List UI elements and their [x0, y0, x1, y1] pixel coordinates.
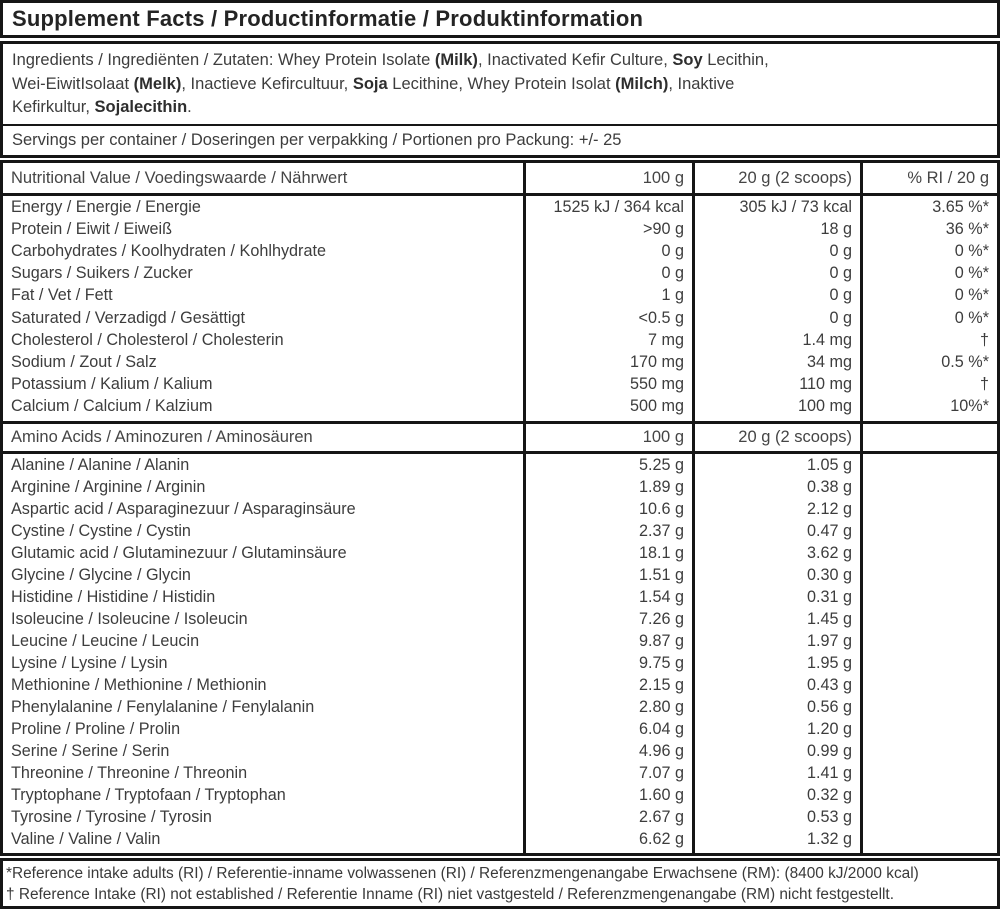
amino-value-per-100g: 4.96 g: [523, 740, 692, 762]
amino-name: Lysine / Lysine / Lysin: [11, 653, 168, 672]
value-per-20g: 100 mg: [692, 395, 860, 420]
ingredient-segment: Sojalecithin: [94, 98, 188, 116]
amino-row: [3, 476, 997, 498]
amino-row: [3, 652, 997, 674]
ingredients-text: [3, 44, 997, 124]
amino-ri-empty: [860, 586, 997, 608]
amino-value-per-20g: 0.31 g: [692, 586, 860, 608]
value-per-20g: 1.4 mg: [692, 329, 860, 351]
ingredient-segment: Lecithine, Whey Protein Isolat: [387, 74, 616, 93]
amino-name: Methionine / Methionine / Methionin: [11, 675, 267, 694]
nutrition-row: [3, 196, 997, 218]
amino-value-per-100g: 6.04 g: [523, 718, 692, 740]
footnote-reference-intake: *Reference intake adults (RI) / Referentie-inname volwassenen (RI) / Referenzmengenangabe Erwachsene (RM): (8400 kJ/2000 kcal): [6, 864, 919, 882]
amino-name: Threonine / Threonine / Threonin: [11, 763, 248, 782]
amino-row: [3, 806, 997, 828]
ri-percent: 0 %*: [860, 240, 997, 262]
amino-value-per-20g: 1.20 g: [692, 718, 860, 740]
nutrient-name: Carbohydrates / Koolhydraten / Kohlhydrate: [11, 241, 326, 260]
nutrition-header-label: Nutritional Value / Voedingswaarde / Nährwert: [11, 168, 348, 187]
amino-row: [3, 630, 997, 652]
amino-name: Arginine / Arginine / Arginin: [11, 477, 206, 496]
amino-value-per-20g: 0.47 g: [692, 520, 860, 542]
amino-value-per-100g: 10.6 g: [523, 498, 692, 520]
amino-table-body: [3, 454, 997, 853]
nutrition-row: [3, 218, 997, 240]
amino-value-per-100g: 7.26 g: [523, 608, 692, 630]
amino-ri-empty: [860, 498, 997, 520]
amino-ri-empty: [860, 762, 997, 784]
ingredient-segment: (Milk): [434, 51, 478, 69]
amino-ri-empty: [860, 740, 997, 762]
nutrition-table-header: [3, 163, 997, 196]
value-per-100g: 1 g: [523, 284, 692, 306]
amino-name: Valine / Valine / Valin: [11, 829, 161, 848]
value-per-20g: 0 g: [692, 307, 860, 329]
amino-ri-empty: [860, 828, 997, 853]
ingredient-segment: Wei-EiwitIsolaat: [12, 74, 134, 93]
nutrition-row: [3, 373, 997, 395]
value-per-20g: 110 mg: [692, 373, 860, 395]
nutrition-row: [3, 395, 997, 420]
amino-ri-empty: [860, 608, 997, 630]
ingredient-segment: Soja: [352, 74, 388, 93]
column-header-100g: 100 g: [523, 163, 692, 193]
value-per-100g: 7 mg: [523, 329, 692, 351]
ingredients-line: [12, 73, 988, 97]
value-per-20g: 0 g: [692, 262, 860, 284]
value-per-100g: 1525 kJ / 364 kcal: [523, 196, 692, 218]
amino-value-per-20g: 1.41 g: [692, 762, 860, 784]
ingredient-segment: .: [187, 98, 192, 116]
nutrition-table-body: [3, 196, 997, 421]
ri-percent: †: [860, 329, 997, 351]
ingredient-segment: Ingredients / Ingrediënten / Zutaten: Whey Protein Isolate: [12, 51, 435, 69]
amino-row: [3, 564, 997, 586]
ingredient-segment: (Milch): [615, 74, 669, 93]
amino-row: [3, 608, 997, 630]
amino-value-per-100g: 1.89 g: [523, 476, 692, 498]
amino-value-per-100g: 1.54 g: [523, 586, 692, 608]
amino-name: Tryptophane / Tryptofaan / Tryptophan: [11, 785, 286, 804]
amino-value-per-100g: 18.1 g: [523, 542, 692, 564]
amino-name: Tyrosine / Tyrosine / Tyrosin: [11, 807, 212, 826]
amino-ri-empty: [860, 630, 997, 652]
ingredient-segment: Kefirkultur,: [12, 98, 95, 116]
ingredients-line: [12, 96, 988, 120]
amino-name: Histidine / Histidine / Histidin: [11, 587, 216, 606]
amino-name: Cystine / Cystine / Cystin: [11, 521, 191, 540]
amino-table-header: [3, 421, 997, 454]
amino-value-per-100g: 2.15 g: [523, 674, 692, 696]
amino-row: [3, 542, 997, 564]
value-per-100g: 550 mg: [523, 373, 692, 395]
amino-value-per-100g: 5.25 g: [523, 454, 692, 476]
amino-value-per-20g: 1.05 g: [692, 454, 860, 476]
ingredient-segment: Soy: [672, 51, 703, 69]
ri-percent: 0.5 %*: [860, 351, 997, 373]
value-per-100g: >90 g: [523, 218, 692, 240]
footnote-not-established: † Reference Intake (RI) not established / Referentie Inname (RI) niet vastgesteld / Referenzmengenangabe (RM) nicht festgestellt.: [6, 885, 894, 903]
amino-value-per-100g: 9.75 g: [523, 652, 692, 674]
column-header-20g: 20 g (2 scoops): [692, 163, 860, 193]
nutrition-tables: [0, 160, 1000, 856]
amino-row: [3, 498, 997, 520]
value-per-100g: <0.5 g: [523, 307, 692, 329]
servings-per-container: Servings per container / Doseringen per verpakking / Portionen pro Packung: +/- 25: [3, 124, 997, 155]
value-per-20g: 0 g: [692, 240, 860, 262]
value-per-20g: 0 g: [692, 284, 860, 306]
nutrient-name: Calcium / Calcium / Kalzium: [11, 397, 213, 416]
nutrient-name: Fat / Vet / Fett: [11, 286, 113, 305]
amino-ri-empty: [860, 476, 997, 498]
amino-value-per-20g: 0.38 g: [692, 476, 860, 498]
ri-percent: 3.65 %*: [860, 196, 997, 218]
ri-percent: †: [860, 373, 997, 395]
ri-percent: 10%*: [860, 395, 997, 420]
amino-name: Proline / Proline / Prolin: [11, 719, 181, 738]
ingredient-segment: , Inactivated Kefir Culture,: [477, 51, 673, 69]
amino-value-per-20g: 0.53 g: [692, 806, 860, 828]
amino-row: [3, 520, 997, 542]
amino-row: [3, 454, 997, 476]
nutrition-row: [3, 284, 997, 306]
nutrition-row: [3, 262, 997, 284]
amino-ri-empty: [860, 564, 997, 586]
nutrition-row: [3, 351, 997, 373]
amino-value-per-100g: 2.67 g: [523, 806, 692, 828]
amino-ri-empty: [860, 652, 997, 674]
nutrition-row: [3, 329, 997, 351]
nutrient-name: Potassium / Kalium / Kalium: [11, 375, 213, 394]
nutrient-name: Sodium / Zout / Salz: [11, 352, 157, 371]
amino-ri-empty: [860, 674, 997, 696]
amino-value-per-20g: 3.62 g: [692, 542, 860, 564]
ingredient-segment: (Melk): [133, 74, 182, 93]
amino-value-per-20g: 0.32 g: [692, 784, 860, 806]
amino-name: Leucine / Leucine / Leucin: [11, 631, 200, 650]
nutrition-row: [3, 307, 997, 329]
page-title: Supplement Facts / Productinformatie / Produktinformation: [0, 0, 1000, 38]
amino-column-header-20g: 20 g (2 scoops): [692, 424, 860, 451]
nutrient-name: Cholesterol / Cholesterol / Cholesterin: [11, 330, 284, 349]
amino-row: [3, 586, 997, 608]
amino-value-per-100g: 9.87 g: [523, 630, 692, 652]
ingredient-segment: Lecithin,: [702, 51, 769, 69]
nutrient-name: Sugars / Suikers / Zucker: [11, 264, 193, 283]
amino-value-per-20g: 0.99 g: [692, 740, 860, 762]
nutrient-name: Saturated / Verzadigd / Gesättigt: [11, 308, 245, 327]
amino-value-per-20g: 0.30 g: [692, 564, 860, 586]
amino-value-per-20g: 1.32 g: [692, 828, 860, 853]
amino-name: Phenylalanine / Fenylalanine / Fenylalanin: [11, 697, 315, 716]
amino-name: Isoleucine / Isoleucine / Isoleucin: [11, 609, 248, 628]
amino-value-per-20g: 0.43 g: [692, 674, 860, 696]
amino-row: [3, 696, 997, 718]
amino-ri-empty: [860, 806, 997, 828]
value-per-20g: 305 kJ / 73 kcal: [692, 196, 860, 218]
amino-row: [3, 828, 997, 853]
amino-value-per-20g: 1.97 g: [692, 630, 860, 652]
amino-value-per-20g: 2.12 g: [692, 498, 860, 520]
nutrition-row: [3, 240, 997, 262]
amino-row: [3, 740, 997, 762]
amino-column-header-100g: 100 g: [523, 424, 692, 451]
ingredients-line: [12, 49, 988, 73]
ingredient-segment: , Inactieve Kefircultuur,: [181, 74, 353, 93]
amino-value-per-100g: 2.37 g: [523, 520, 692, 542]
amino-value-per-100g: 2.80 g: [523, 696, 692, 718]
amino-name: Serine / Serine / Serin: [11, 741, 170, 760]
ri-percent: 0 %*: [860, 307, 997, 329]
amino-value-per-20g: 1.95 g: [692, 652, 860, 674]
ri-percent: 0 %*: [860, 262, 997, 284]
amino-value-per-100g: 6.62 g: [523, 828, 692, 853]
amino-ri-empty: [860, 784, 997, 806]
amino-row: [3, 762, 997, 784]
amino-name: Glycine / Glycine / Glycin: [11, 565, 191, 584]
column-header-ri: % RI / 20 g: [860, 163, 997, 193]
amino-ri-empty: [860, 718, 997, 740]
amino-ri-empty: [860, 696, 997, 718]
amino-row: [3, 784, 997, 806]
nutrient-name: Energy / Energie / Energie: [11, 197, 201, 216]
value-per-100g: 0 g: [523, 240, 692, 262]
value-per-100g: 500 mg: [523, 395, 692, 420]
amino-value-per-20g: 0.56 g: [692, 696, 860, 718]
amino-ri-empty: [860, 454, 997, 476]
amino-ri-empty: [860, 520, 997, 542]
amino-row: [3, 718, 997, 740]
value-per-20g: 34 mg: [692, 351, 860, 373]
value-per-20g: 18 g: [692, 218, 860, 240]
amino-name: Aspartic acid / Asparaginezuur / Asparaginsäure: [11, 499, 356, 518]
amino-value-per-100g: 1.51 g: [523, 564, 692, 586]
amino-header-label: Amino Acids / Aminozuren / Aminosäuren: [11, 427, 313, 446]
amino-name: Alanine / Alanine / Alanin: [11, 455, 190, 474]
amino-name: Glutamic acid / Glutaminezuur / Glutaminsäure: [11, 543, 347, 562]
amino-value-per-20g: 1.45 g: [692, 608, 860, 630]
ingredient-segment: , Inaktive: [668, 74, 735, 93]
amino-row: [3, 674, 997, 696]
ri-percent: 0 %*: [860, 284, 997, 306]
value-per-100g: 0 g: [523, 262, 692, 284]
ri-percent: 36 %*: [860, 218, 997, 240]
amino-column-header-empty: [860, 424, 997, 451]
value-per-100g: 170 mg: [523, 351, 692, 373]
amino-value-per-100g: 7.07 g: [523, 762, 692, 784]
amino-value-per-100g: 1.60 g: [523, 784, 692, 806]
nutrient-name: Protein / Eiwit / Eiweiß: [11, 219, 173, 238]
amino-ri-empty: [860, 542, 997, 564]
ingredients-section: [0, 41, 1000, 158]
footnotes-section: [0, 858, 1000, 909]
